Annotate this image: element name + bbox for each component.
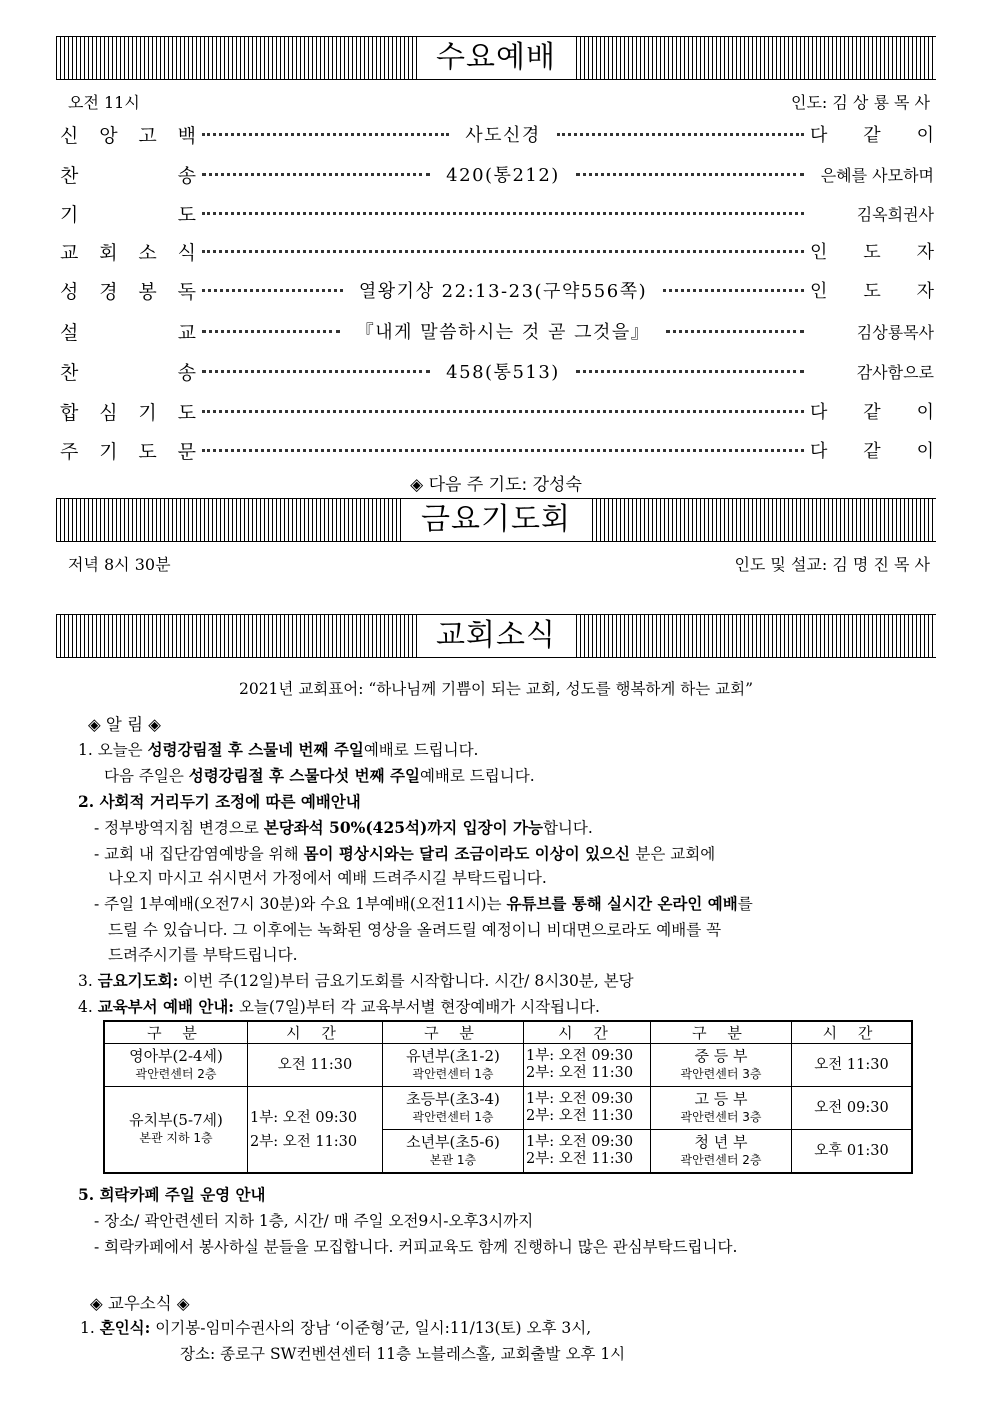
member-news-heading: ◈ 교우소식 ◈	[90, 1294, 190, 1313]
table-cell: 오전 11:30	[248, 1044, 383, 1087]
order-label-char: 도	[177, 203, 196, 226]
friday-header	[56, 498, 936, 542]
order-row	[60, 158, 934, 190]
order-label-char: 송	[177, 164, 196, 187]
notice-2: 2. 사회적 거리두기 조정에 따른 예배안내	[78, 792, 361, 811]
wednesday-header	[56, 36, 936, 80]
table-header: 구 분	[383, 1021, 524, 1044]
order-label-char: 신	[60, 124, 79, 147]
notice-heading: ◈ 알 림 ◈	[88, 715, 161, 734]
order-label-char: 앙	[99, 124, 118, 147]
table-cell: 소년부(초5-6) 본관 1층	[383, 1130, 524, 1174]
leader-dots	[202, 410, 804, 413]
notice-1a: 1. 오늘은 성령강림절 후 스물네 번째 주일예배로 드립니다.	[78, 740, 479, 759]
order-label	[60, 318, 196, 345]
order-label	[60, 161, 196, 188]
order-performer-char: 같	[863, 441, 881, 462]
notice-5b: - 희락카페에서 봉사하실 분들을 모집합니다. 커피교육도 함께 진행하니 많은 관심부탁드립니다.	[94, 1238, 738, 1256]
order-label	[60, 238, 196, 265]
order-label-char: 찬	[60, 361, 79, 384]
notice-4: 4. 교육부서 예배 안내: 오늘(7일)부터 각 교육부서별 현장예배가 시작됩니다.	[78, 997, 600, 1016]
order-row	[60, 315, 934, 347]
leader-dots	[576, 173, 804, 176]
order-label-char: 백	[177, 124, 196, 147]
order-row	[60, 434, 934, 466]
order-performer-char: 도	[863, 281, 881, 302]
order-performer-char: 같	[863, 125, 881, 146]
leader-dots	[663, 289, 804, 292]
order-performer: 김상룡목사	[856, 322, 935, 342]
member-news-1: 1. 혼인식: 이기봉-임미수권사의 장남 ‘이준형’군, 일시:11/13(토) 오후 3시,	[80, 1318, 592, 1337]
table-cell: 중 등 부 곽안련센터 3층	[651, 1044, 792, 1087]
order-label	[60, 200, 196, 227]
table-cell: 1부: 오전 09:30 2부: 오전 11:30	[524, 1044, 651, 1087]
table-cell: 유년부(초1-2) 곽안련센터 1층	[383, 1044, 524, 1087]
order-label-char: 회	[99, 241, 118, 264]
order-label-char: 문	[177, 440, 196, 463]
order-label	[60, 121, 196, 148]
friday-leader: 인도 및 설교: 김 명 진 목 사	[734, 555, 930, 574]
order-performer-char: 도	[863, 242, 881, 263]
order-row	[60, 274, 934, 306]
notice-1b: 다음 주일은 성령강림절 후 스물다섯 번째 주일예배로 드립니다.	[104, 766, 535, 785]
order-content: 『내게 말씀하시는 것 곧 그것을』	[355, 322, 651, 343]
order-performer-char: 자	[916, 242, 934, 263]
order-row	[60, 235, 934, 267]
church-motto: 2021년 교회표어: “하나님께 기쁨이 되는 교회, 성도를 행복하게 하는 교회”	[238, 680, 754, 698]
order-label-char: 도	[177, 401, 196, 424]
table-cell: 오전 09:30	[792, 1087, 913, 1130]
order-performer-char: 같	[863, 402, 881, 423]
leader-dots	[202, 289, 343, 292]
order-row	[60, 355, 934, 387]
leader-dots	[202, 250, 804, 253]
leader-dots	[202, 370, 430, 373]
order-label-char: 소	[138, 241, 157, 264]
order-label-char: 심	[99, 401, 118, 424]
order-label-char: 봉	[138, 280, 157, 303]
order-performer-char: 이	[916, 402, 934, 423]
order-label	[60, 277, 196, 304]
order-row	[60, 395, 934, 427]
order-label-char: 기	[99, 440, 118, 463]
next-week-prayer: ◈ 다음 주 기도: 강성숙	[410, 475, 582, 495]
order-label-char: 경	[99, 280, 118, 303]
order-label-char: 도	[138, 440, 157, 463]
order-row	[60, 197, 934, 229]
order-performer: 은혜를 사모하며	[820, 165, 934, 185]
order-content: 458(통513)	[446, 362, 560, 383]
notice-3: 3. 금요기도회: 이번 주(12일)부터 금요기도회를 시작합니다. 시간/ 8시30분, 본당	[78, 971, 634, 990]
order-label-char: 주	[60, 440, 79, 463]
news-header	[56, 614, 936, 658]
leader-dots	[202, 133, 449, 136]
wednesday-title: 수요예배	[418, 37, 574, 79]
order-performer: 감사함으로	[856, 362, 934, 382]
table-cell: 영아부(2-4세) 곽안련센터 2층	[104, 1044, 248, 1087]
notice-2c: - 주일 1부예배(오전7시 30분)와 수요 1부예배(오전11시)는 유튜브를 통해 실시간 온라인 예배를	[94, 894, 753, 913]
notice-5a: - 장소/ 곽안련센터 지하 1층, 시간/ 매 주일 오전9시-오후3시까지	[94, 1212, 534, 1230]
order-label-char: 성	[60, 280, 79, 303]
table-cell: 청 년 부 곽안련센터 2층	[651, 1130, 792, 1174]
notice-2c-cont: 드릴 수 있습니다. 그 이후에는 녹화된 영상을 올려드릴 예정이니 비대면으로라도 예배를 꼭	[108, 921, 722, 939]
order-label-char: 기	[60, 203, 79, 226]
table-row	[104, 1044, 912, 1087]
order-performer-char: 다	[810, 125, 828, 146]
notice-2b: - 교회 내 집단감염예방을 위해 몸이 평상시와는 달리 조금이라도 이상이 있으신 분은 교회에	[94, 844, 716, 863]
order-label-char: 기	[138, 401, 157, 424]
table-cell: 초등부(초3-4) 곽안련센터 1층	[383, 1087, 524, 1130]
order-label-char: 교	[60, 241, 79, 264]
order-performer	[810, 277, 934, 303]
table-row	[104, 1087, 912, 1130]
order-performer	[810, 398, 934, 424]
order-performer-char: 자	[916, 281, 934, 302]
education-schedule-table	[103, 1020, 913, 1174]
notice-5: 5. 희락카페 주일 운영 안내	[78, 1185, 266, 1204]
leader-dots	[202, 449, 804, 452]
leader-dots	[557, 133, 804, 136]
order-performer-char: 이	[916, 441, 934, 462]
wednesday-time: 오전 11시	[68, 93, 140, 112]
order-label-char: 독	[177, 280, 196, 303]
order-label	[60, 358, 196, 385]
order-label-char: 교	[177, 321, 196, 344]
order-performer	[810, 121, 934, 147]
table-cell: 1부: 오전 09:30 2부: 오전 11:30	[524, 1087, 651, 1130]
leader-dots	[202, 173, 430, 176]
wednesday-leader: 인도: 김 상 룡 목 사	[790, 93, 930, 112]
notice-2c-cont2: 드려주시기를 부탁드립니다.	[108, 946, 298, 964]
order-label-char: 고	[138, 124, 157, 147]
order-label-char: 식	[177, 241, 196, 264]
order-performer-char: 다	[810, 402, 828, 423]
order-performer	[810, 238, 934, 264]
order-performer-char: 다	[810, 441, 828, 462]
member-news-1-cont: 장소: 종로구 SW컨벤션센터 11층 노블레스홀, 교회출발 오후 1시	[180, 1345, 626, 1363]
table-cell: 오전 11:30	[792, 1044, 913, 1087]
table-header: 구 분	[651, 1021, 792, 1044]
notice-2a: - 정부방역지침 변경으로 본당좌석 50%(425석)까지 입장이 가능합니다.	[94, 818, 593, 837]
table-header: 시 간	[248, 1021, 383, 1044]
order-performer	[810, 437, 934, 463]
table-cell: 오후 01:30	[792, 1130, 913, 1174]
leader-dots	[666, 330, 804, 333]
news-title: 교회소식	[418, 615, 574, 657]
table-header-row	[104, 1021, 912, 1044]
table-cell: 유치부(5-7세) 본관 지하 1층	[104, 1087, 248, 1174]
table-header: 시 간	[524, 1021, 651, 1044]
leader-dots	[202, 212, 804, 215]
order-content: 420(통212)	[446, 165, 560, 186]
order-label-char: 찬	[60, 164, 79, 187]
table-header: 시 간	[792, 1021, 913, 1044]
table-cell: 1부: 오전 09:30 2부: 오전 11:30	[524, 1130, 651, 1174]
table-cell: 1부: 오전 09:30 2부: 오전 11:30	[248, 1087, 383, 1174]
table-cell: 고 등 부 곽안련센터 3층	[651, 1087, 792, 1130]
order-performer: 김옥희권사	[856, 204, 934, 224]
order-label-char: 설	[60, 321, 79, 344]
order-label-char: 합	[60, 401, 79, 424]
order-row	[60, 118, 934, 150]
order-content: 사도신경	[465, 125, 541, 146]
table-header: 구 분	[104, 1021, 248, 1044]
order-label	[60, 398, 196, 425]
order-label-char: 송	[177, 361, 196, 384]
friday-time: 저녁 8시 30분	[68, 555, 171, 574]
order-performer-char: 인	[810, 281, 828, 302]
notice-2b-cont: 나오지 마시고 쉬시면서 가정에서 예배 드려주시길 부탁드립니다.	[108, 869, 547, 887]
leader-dots	[202, 330, 340, 333]
friday-title: 금요기도회	[403, 499, 589, 541]
order-performer-char: 이	[916, 125, 934, 146]
order-content: 열왕기상 22:13-23(구약556쪽)	[358, 281, 648, 302]
leader-dots	[576, 370, 804, 373]
order-performer-char: 인	[810, 242, 828, 263]
order-label	[60, 437, 196, 464]
